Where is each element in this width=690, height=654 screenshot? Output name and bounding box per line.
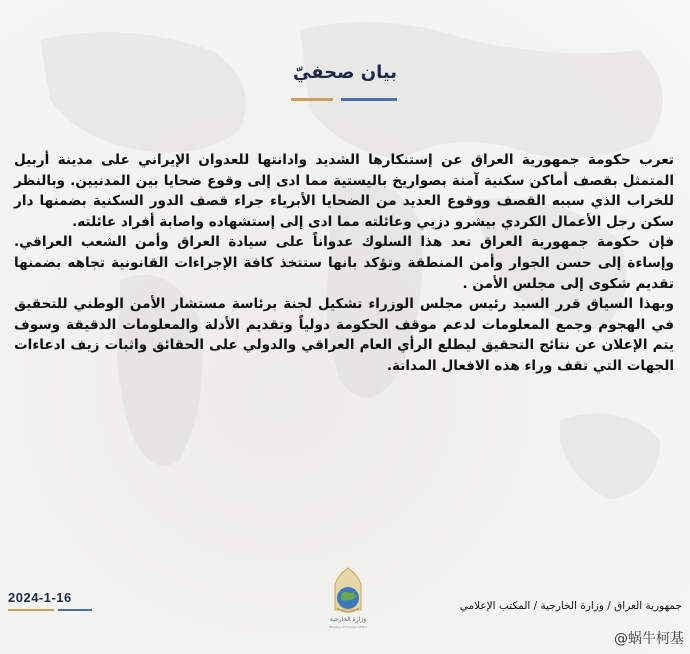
paragraph-2: فإن حكومة جمهورية العراق تعد هذا السلوك عدواناً على سيادة العراق وأمن الشعب العراقي. وإساءة إلى حسن الجوار وأمن المنطقة وتؤكد بانها ستتخذ كافة الإجراءات القانونية تجاهه بضمنها تقديم شكوى إلى مجلس الأمن . [14,234,674,292]
emblem-label: وزارة الخارجية [329,616,367,623]
date-underline-gold [8,609,54,611]
title-block [0,62,690,83]
title-underline [291,98,397,101]
source-line: جمهورية العراق / وزارة الخارجية / المكتب الإعلامي [459,600,682,612]
date-label: 2024-1-16 [8,590,72,605]
paragraph-1: تعرب حكومة جمهورية العراق عن إستنكارها الشديد وادانتها للعدوان الإيراني على مدينة أربيل المتمثل بقصف أماكن سكنية آمنة بصواريخ باليستية مما ادى إلى وقوع ضحايا بين المدنيين. وبالنظر للخراب الذي سببه القصف ووقوع العديد من الضحايا الأبرياء جراء قصف الدور السكنية بضمنها دار سكن رجل الأعمال الكردي بيشرو دزيي وعائلته مما ادى إلى إستشهاده واصابة أفراد عائلته. [14,152,674,230]
date-underline [8,609,92,611]
statement-body [14,150,674,377]
ministry-emblem-icon [325,566,371,632]
title-underline-gold [291,98,333,101]
emblem-sublabel: Ministry of Foreign Affairs [328,625,368,629]
date-underline-blue [58,609,92,611]
paragraph-3: وبهذا السياق قرر السيد رئيس مجلس الوزراء تشكيل لجنة برئاسة مستشار الأمن الوطني للتحقيق في الهجوم وجمع المعلومات لدعم موقف الحكومة دولياً وتقديم الأدلة والمعلومات الدقيقة وسوف يتم الإعلان عن نتائج التحقيق ليطلع الرأي العام العراقي والدولي على الحقائق واثبات زيف ادعاءات الجهات التي تقف وراء هذه الافعال المدانة. [14,296,674,374]
weibo-watermark: @蜗牛柯基 [614,631,684,647]
title-underline-blue [341,98,397,101]
page-title: بيان صحفيّ [292,62,398,83]
